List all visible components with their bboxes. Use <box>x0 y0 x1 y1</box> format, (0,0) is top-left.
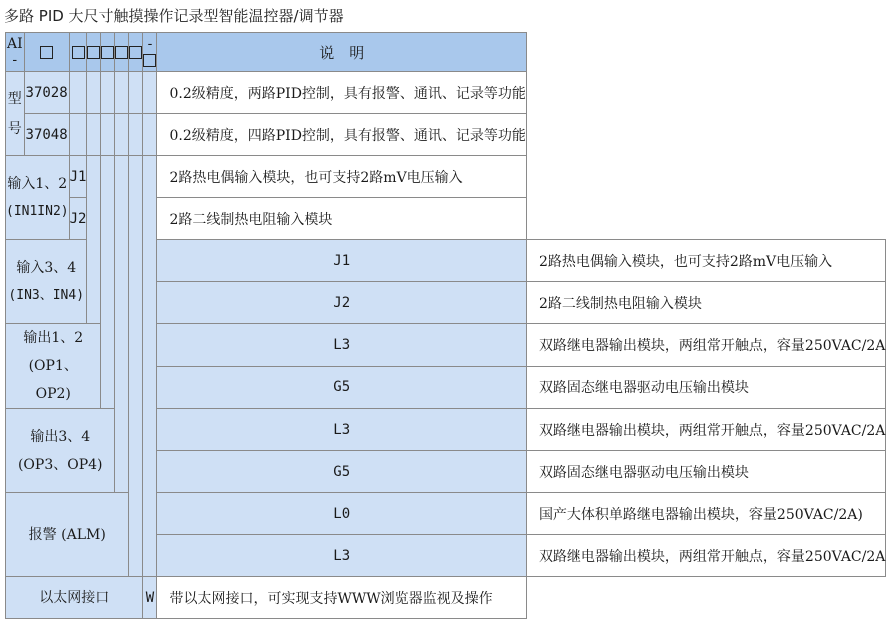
output12-group-label <box>6 324 101 409</box>
option-code: W <box>143 577 157 619</box>
slot-box-4 <box>101 33 115 72</box>
option-code: L3 <box>157 409 526 451</box>
slot-square-icon <box>143 54 156 67</box>
option-description: 2路热电偶输入模块，也可支持2路mV电压输入 <box>157 156 526 198</box>
output12-label-line1: 输出1、2 (OP1、 <box>23 330 84 374</box>
model-label-line1: 型 <box>7 90 22 107</box>
model-label-line2: 号 <box>7 120 22 137</box>
description-header: 说 明 <box>157 33 526 72</box>
option-code: J1 <box>157 240 526 282</box>
ethernet-group-label: 以太网接口 <box>6 577 143 619</box>
slot-square-icon <box>87 46 100 59</box>
option-code: L0 <box>157 493 526 535</box>
alarm-group-label: 报警 (ALM) <box>6 493 129 577</box>
input12-label-line2: (IN1IN2) <box>6 203 69 219</box>
option-code: J2 <box>69 198 87 240</box>
model-group-label <box>6 72 25 156</box>
option-description: 双路固态继电器驱动电压输出模块 <box>526 451 885 493</box>
option-description: 带以太网接口，可实现支持WWW浏览器监视及操作 <box>157 577 526 619</box>
option-description: 双路继电器输出模块，两组常开触点，容量250VAC/2A <box>526 535 885 577</box>
model-description: 0.2级精度，四路PID控制，具有报警、通讯、记录等功能 <box>157 114 526 156</box>
model-description: 0.2级精度，两路PID控制，具有报警、通讯、记录等功能 <box>157 72 526 114</box>
dash-label: - <box>147 36 153 52</box>
table-row <box>6 156 886 198</box>
table-row <box>6 72 886 114</box>
slot-square-icon <box>40 46 53 59</box>
slot-box-7 <box>143 33 157 72</box>
input34-group-label <box>6 240 87 324</box>
option-description: 双路继电器输出模块，两组常开触点，容量250VAC/2A <box>526 409 885 451</box>
slot-square-icon <box>129 46 142 59</box>
output34-group-label: 输出3、4 (OP3、OP4) <box>6 409 115 493</box>
option-description: 2路二线制热电阻输入模块 <box>526 282 885 324</box>
slot-box-5 <box>115 33 129 72</box>
table-row <box>6 577 886 619</box>
option-description: 2路热电偶输入模块，也可支持2路mV电压输入 <box>526 240 885 282</box>
option-code: L3 <box>157 535 526 577</box>
input12-label-line1: 输入1、2 <box>7 175 68 192</box>
slot-box-2 <box>69 33 87 72</box>
input34-label-line1: 输入3、4 <box>16 259 77 276</box>
option-description: 国产大体积单路继电器输出模块，容量250VAC/2A) <box>526 493 885 535</box>
option-description: 2路二线制热电阻输入模块 <box>157 198 526 240</box>
model-code: 37028 <box>24 72 69 114</box>
option-code: G5 <box>157 451 526 493</box>
model-code: 37048 <box>24 114 69 156</box>
slot-box-3 <box>87 33 101 72</box>
prefix-cell <box>6 33 25 72</box>
option-description: 双路继电器输出模块，两组常开触点，容量250VAC/2A <box>526 324 885 367</box>
prefix-label: AI - <box>6 36 23 68</box>
page-title: 多路 PID 大尺寸触摸操作记录型智能温控器/调节器 <box>4 7 344 25</box>
slot-square-icon <box>115 46 128 59</box>
option-code: L3 <box>157 324 526 367</box>
input12-group-label <box>6 156 70 240</box>
slot-box-1 <box>24 33 69 72</box>
option-code: J1 <box>69 156 87 198</box>
slot-square-icon <box>101 46 114 59</box>
table-header-row <box>6 33 886 72</box>
option-description: 双路固态继电器驱动电压输出模块 <box>526 366 885 409</box>
slot-box-6 <box>129 33 143 72</box>
model-selection-table <box>5 32 886 619</box>
option-code: G5 <box>157 366 526 409</box>
output12-label-line2: OP2) <box>35 386 71 402</box>
option-code: J2 <box>157 282 526 324</box>
input34-label-line2: (IN3、IN4) <box>8 287 85 303</box>
table-row <box>6 114 886 156</box>
slot-square-icon <box>72 46 85 59</box>
